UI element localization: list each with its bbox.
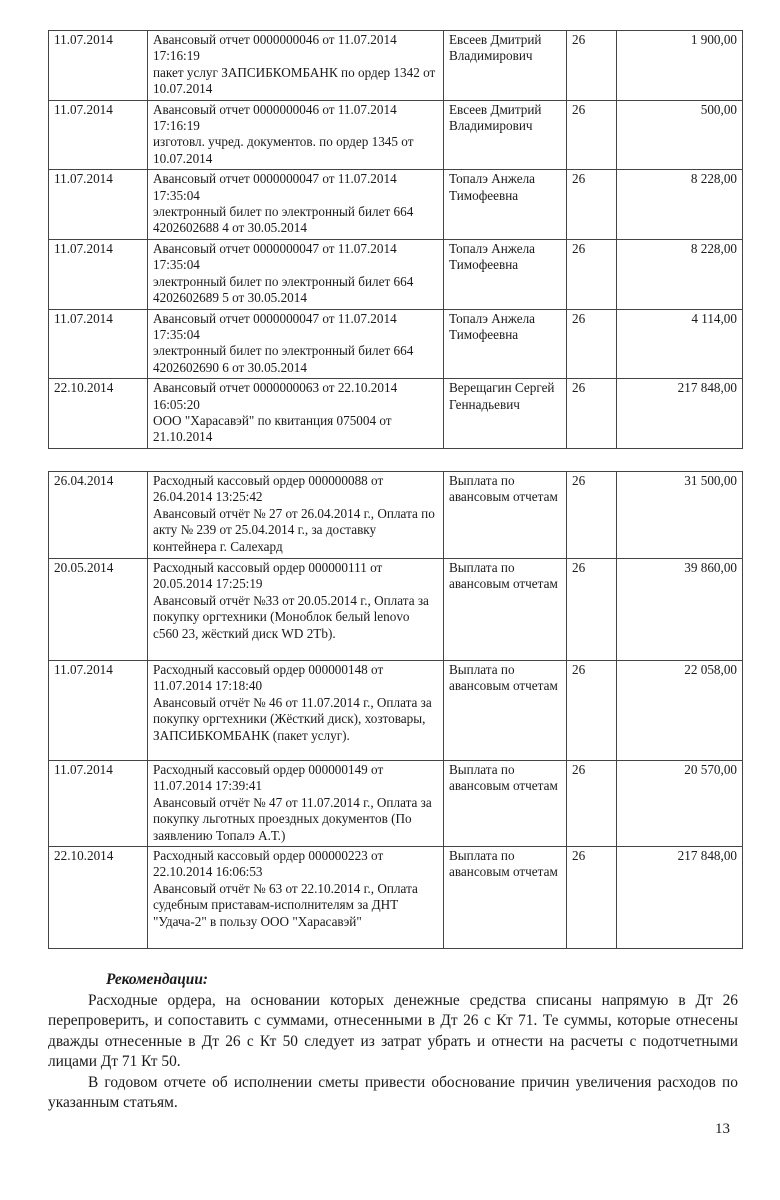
party-cell: Евсеев Дмитрий Владимирович xyxy=(444,100,567,170)
recommendations-heading: Рекомендации: xyxy=(106,971,209,988)
date-cell: 11.07.2014 xyxy=(49,100,148,170)
amount-cell: 217 848,00 xyxy=(617,847,743,949)
date-cell: 26.04.2014 xyxy=(49,472,148,559)
amount-cell: 8 228,00 xyxy=(617,170,743,240)
table-row xyxy=(49,239,743,309)
party-cell: Выплата по авансовым отчетам xyxy=(444,847,567,949)
description-cell: Авансовый отчет 0000000047 от 11.07.2014 17:35:04 электронный билет по электронный билет 664 4202602688 4 от 30.05.2014 xyxy=(148,170,444,240)
description-cell: Расходный кассовый ордер 000000149 от 11.07.2014 17:39:41 Авансовый отчёт № 47 от 11.07.2014 г., Оплата за покупку льготных проездных документов (По заявлению Топалэ А.Т.) xyxy=(148,761,444,847)
table-row xyxy=(49,170,743,240)
party-cell: Топалэ Анжела Тимофеевна xyxy=(444,239,567,309)
date-cell: 11.07.2014 xyxy=(49,761,148,847)
party-cell: Выплата по авансовым отчетам xyxy=(444,761,567,847)
date-cell: 11.07.2014 xyxy=(49,31,148,101)
party-cell: Верещагин Сергей Геннадьевич xyxy=(444,379,567,449)
description-cell: Авансовый отчет 0000000046 от 11.07.2014 17:16:19 изготовл. учред. документов. по ордер 1345 от 10.07.2014 xyxy=(148,100,444,170)
account-cell: 26 xyxy=(567,239,617,309)
account-cell: 26 xyxy=(567,100,617,170)
account-cell: 26 xyxy=(567,31,617,101)
description-cell: Расходный кассовый ордер 000000088 от 26.04.2014 13:25:42 Авансовый отчёт № 27 от 26.04.2014 г., Оплата по акту № 239 от 25.04.2014 г., за доставку контейнера г. Салехард xyxy=(148,472,444,559)
account-cell: 26 xyxy=(567,847,617,949)
account-cell: 26 xyxy=(567,472,617,559)
date-cell: 11.07.2014 xyxy=(49,239,148,309)
description-cell: Авансовый отчет 0000000063 от 22.10.2014 16:05:20 ООО "Харасавэй" по квитанция 075004 от 21.10.2014 xyxy=(148,379,444,449)
recommendation-paragraph: Расходные ордера, на основании которых денежные средства списаны напрямую в Дт 26 перепроверить, и сопоставить с суммами, отнесенными в Дт 26 с Кт 71. Те суммы, которые отнесены дважды отнесенные в Дт 26 с Кт 50 следует из затрат убрать и отнести на расчеты с подотчетными лицами Дт 71 Кт 50. xyxy=(48,991,738,1070)
description-cell: Расходный кассовый ордер 000000148 от 11.07.2014 17:18:40 Авансовый отчёт № 46 от 11.07.2014 г., Оплата за покупку оргтехники (Жёсткий диск), хозтовары, ЗАПСИБКОМБАНК (пакет услуг). xyxy=(148,661,444,761)
account-cell: 26 xyxy=(567,170,617,240)
amount-cell: 39 860,00 xyxy=(617,559,743,661)
advance-report-table xyxy=(48,30,743,449)
table-row xyxy=(49,847,743,949)
table-row xyxy=(49,309,743,379)
date-cell: 11.07.2014 xyxy=(49,309,148,379)
date-cell: 11.07.2014 xyxy=(49,661,148,761)
recommendation-paragraph: В годовом отчете об исполнении сметы привести обоснование причин увеличения расходов по указанным статьям. xyxy=(48,1073,738,1111)
amount-cell: 20 570,00 xyxy=(617,761,743,847)
amount-cell: 500,00 xyxy=(617,100,743,170)
date-cell: 11.07.2014 xyxy=(49,170,148,240)
party-cell: Топалэ Анжела Тимофеевна xyxy=(444,309,567,379)
table-row xyxy=(49,559,743,661)
amount-cell: 8 228,00 xyxy=(617,239,743,309)
table-row xyxy=(49,761,743,847)
description-cell: Расходный кассовый ордер 000000223 от 22.10.2014 16:06:53 Авансовый отчёт № 63 от 22.10.2014 г., Оплата судебным приставам-исполнителям за ДНТ "Удача-2" в пользу ООО "Харасавэй" xyxy=(148,847,444,949)
amount-cell: 31 500,00 xyxy=(617,472,743,559)
description-cell: Расходный кассовый ордер 000000111 от 20.05.2014 17:25:19 Авансовый отчёт №33 от 20.05.2014 г., Оплата за покупку оргтехники (Моноблок белый lenovo c560 23, жёсткий диск WD 2Tb). xyxy=(148,559,444,661)
recommendations-section xyxy=(48,970,738,1114)
party-cell: Топалэ Анжела Тимофеевна xyxy=(444,170,567,240)
cash-order-table xyxy=(48,471,743,949)
table-row xyxy=(49,379,743,449)
description-cell: Авансовый отчет 0000000047 от 11.07.2014 17:35:04 электронный билет по электронный билет 664 4202602689 5 от 30.05.2014 xyxy=(148,239,444,309)
account-cell: 26 xyxy=(567,661,617,761)
table-row xyxy=(49,661,743,761)
page-number: 13 xyxy=(715,1121,730,1137)
date-cell: 20.05.2014 xyxy=(49,559,148,661)
description-cell: Авансовый отчет 0000000047 от 11.07.2014 17:35:04 электронный билет по электронный билет 664 4202602690 6 от 30.05.2014 xyxy=(148,309,444,379)
description-cell: Авансовый отчет 0000000046 от 11.07.2014 17:16:19 пакет услуг ЗАПСИБКОМБАНК по ордер 1342 от 10.07.2014 xyxy=(148,31,444,101)
table-row xyxy=(49,100,743,170)
amount-cell: 217 848,00 xyxy=(617,379,743,449)
party-cell: Выплата по авансовым отчетам xyxy=(444,559,567,661)
account-cell: 26 xyxy=(567,379,617,449)
party-cell: Евсеев Дмитрий Владимирович xyxy=(444,31,567,101)
date-cell: 22.10.2014 xyxy=(49,379,148,449)
party-cell: Выплата по авансовым отчетам xyxy=(444,472,567,559)
table-row xyxy=(49,472,743,559)
date-cell: 22.10.2014 xyxy=(49,847,148,949)
amount-cell: 22 058,00 xyxy=(617,661,743,761)
party-cell: Выплата по авансовым отчетам xyxy=(444,661,567,761)
amount-cell: 4 114,00 xyxy=(617,309,743,379)
account-cell: 26 xyxy=(567,309,617,379)
table-row xyxy=(49,31,743,101)
account-cell: 26 xyxy=(567,761,617,847)
account-cell: 26 xyxy=(567,559,617,661)
amount-cell: 1 900,00 xyxy=(617,31,743,101)
